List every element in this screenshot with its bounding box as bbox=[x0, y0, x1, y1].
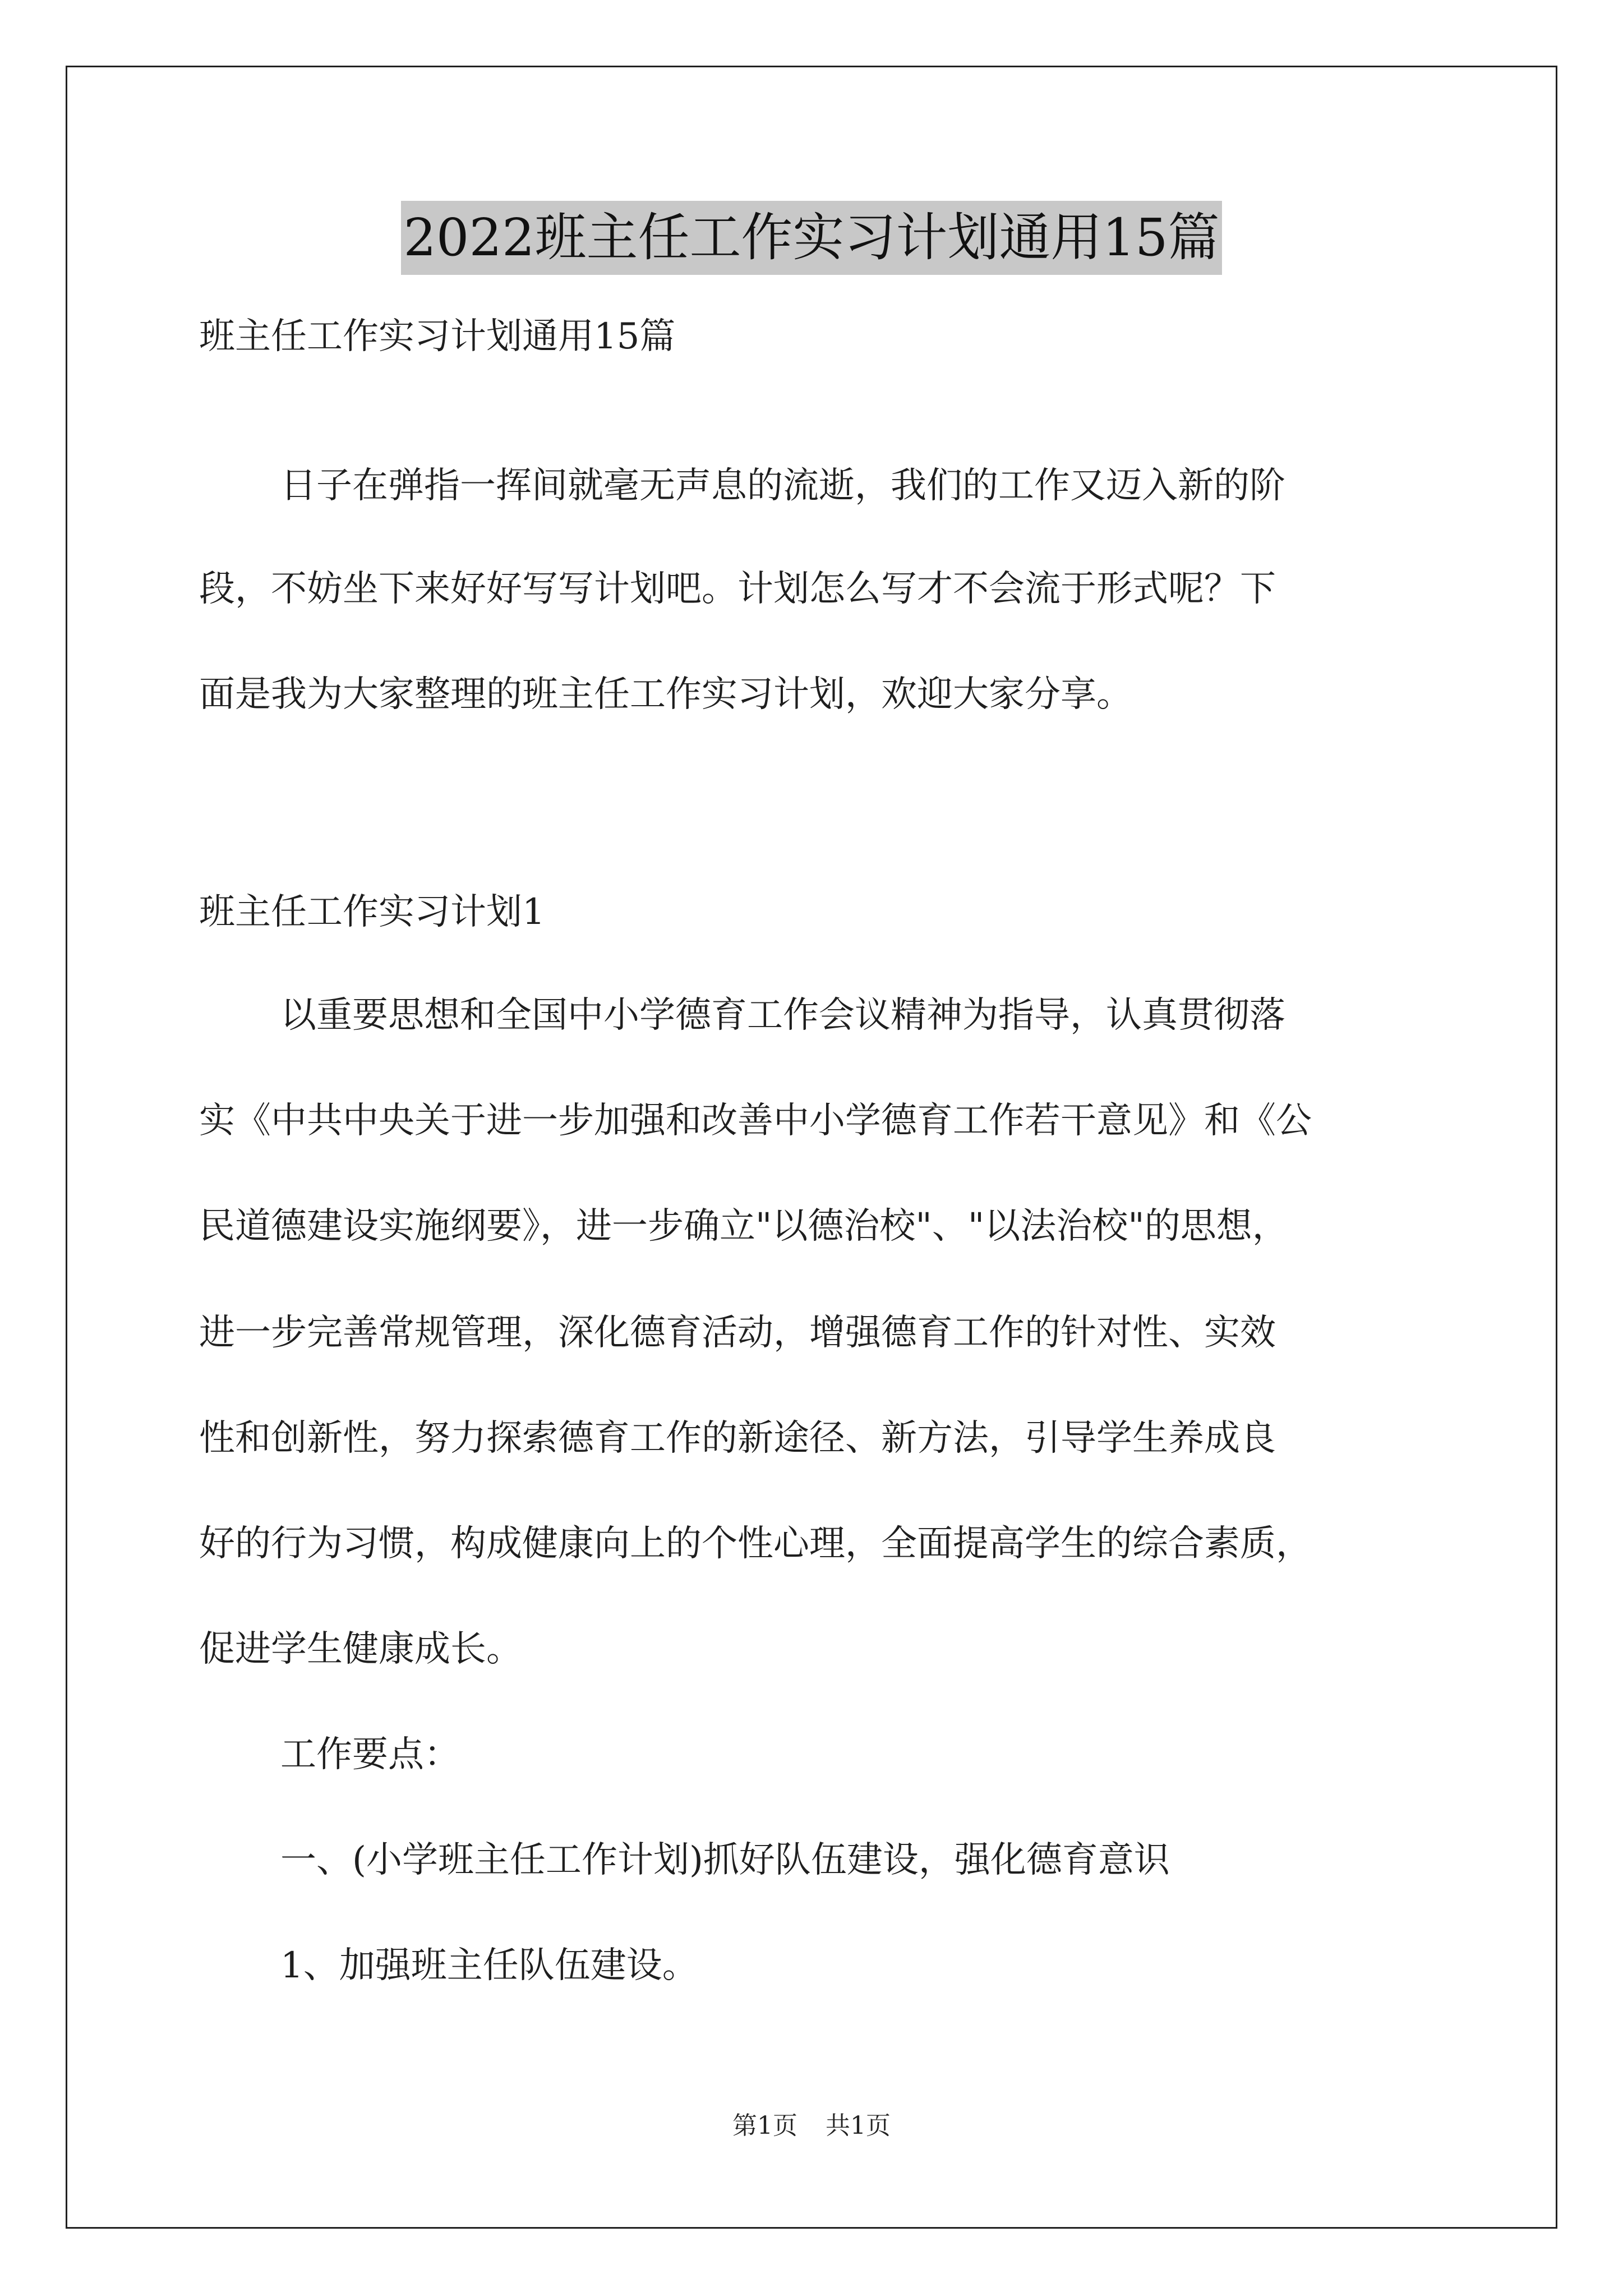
paragraph-line: 日子在弹指一挥间就毫无声息的流逝，我们的工作又迈入新的阶 bbox=[280, 465, 1285, 507]
paragraph-line: 段，不妨坐下来好好写写计划吧。计划怎么写才不会流于形式呢？下 bbox=[199, 568, 1276, 610]
work-points-heading: 工作要点： bbox=[280, 1734, 460, 1775]
paragraph-line: 好的行为习惯，构成健康向上的个性心理，全面提高学生的综合素质， bbox=[199, 1523, 1312, 1565]
paragraph-line: 促进学生健康成长。 bbox=[199, 1628, 522, 1670]
list-item: 1、加强班主任队伍建设。 bbox=[280, 1945, 698, 1986]
paragraph-line: 以重要思想和全国中小学德育工作会议精神为指导，认真贯彻落 bbox=[280, 995, 1285, 1036]
subtitle: 班主任工作实习计划通用15篇 bbox=[199, 316, 676, 357]
paragraph-line: 实《中共中央关于进一步加强和改善中小学德育工作若干意见》和《公 bbox=[199, 1100, 1312, 1142]
title-container bbox=[0, 201, 1623, 275]
page-total: 共1页 bbox=[826, 2111, 891, 2140]
paragraph-line: 进一步完善常规管理，深化德育活动，增强德育工作的针对性、实效 bbox=[199, 1312, 1276, 1354]
paragraph-line: 面是我为大家整理的班主任工作实习计划，欢迎大家分享。 bbox=[199, 674, 1132, 715]
list-item: 一、(小学班主任工作计划)抓好队伍建设，强化德育意识 bbox=[280, 1839, 1170, 1881]
paragraph-line: 性和创新性，努力探索德育工作的新途径、新方法，引导学生养成良 bbox=[199, 1418, 1276, 1459]
section-heading: 班主任工作实习计划1 bbox=[199, 891, 545, 933]
document-title: 2022班主任工作实习计划通用15篇 bbox=[401, 201, 1221, 275]
page-footer bbox=[0, 2110, 1623, 2142]
page-number: 第1页 bbox=[732, 2111, 797, 2140]
page-border bbox=[66, 66, 1557, 2229]
paragraph-line: 民道德建设实施纲要》，进一步确立"以德治校"、"以法治校"的思想， bbox=[199, 1205, 1288, 1247]
